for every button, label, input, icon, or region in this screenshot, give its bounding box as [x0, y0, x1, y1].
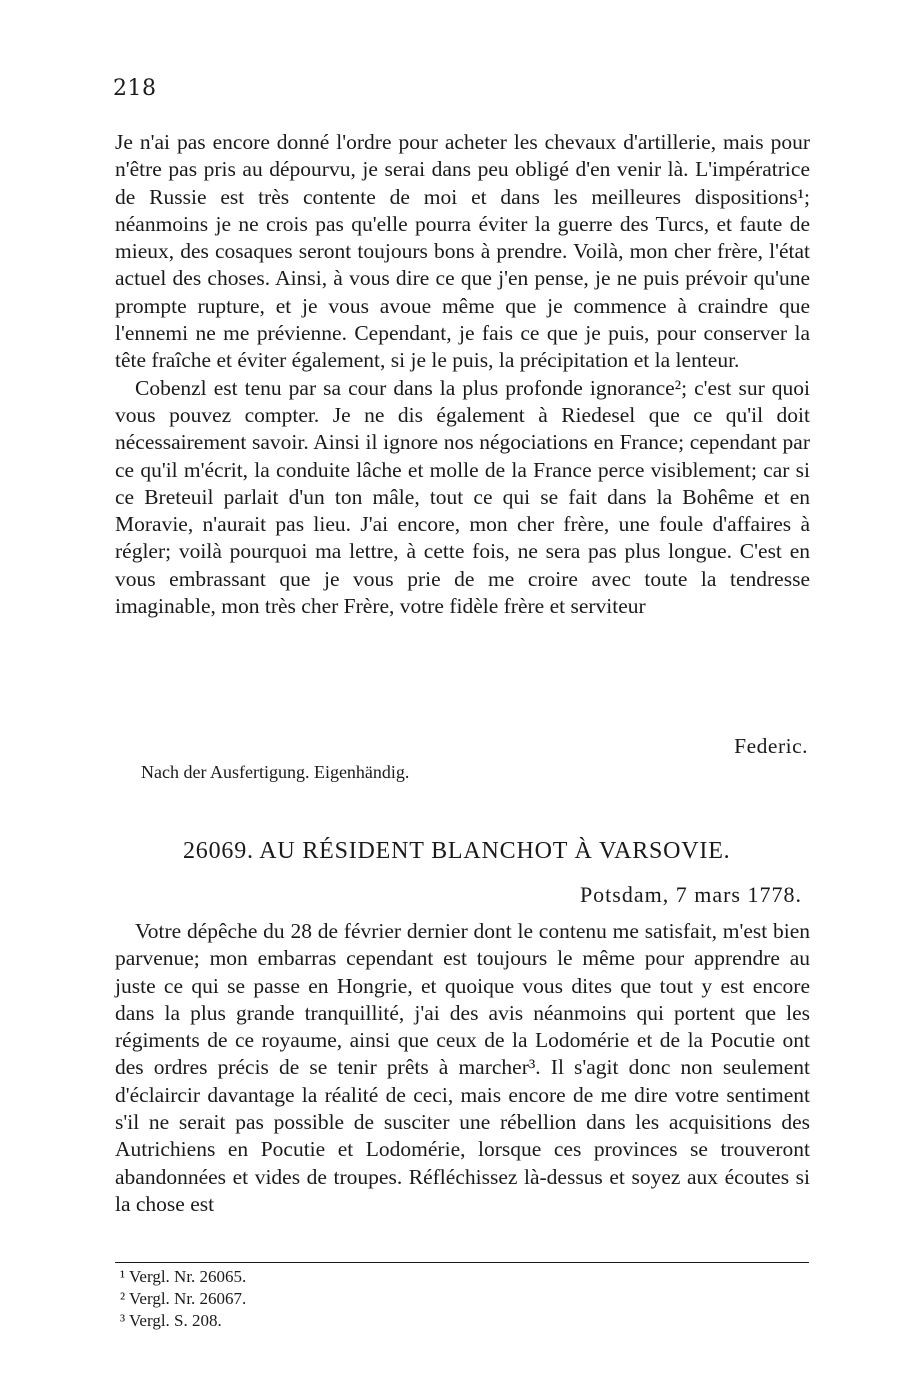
document-paragraph-1: Votre dépêche du 28 de février dernier dont le contenu me satisfait, m'est bien parvenue; mon embarras cependant est toujours le même pour apprendre au juste ce qui se passe en Hongrie, et quoique vous dites que tout y est encore dans la plus grande tranquillité, j'ai des avis néanmoins qui portent que les régiments de ce royaume, ainsi que ceux de la Lodomérie et de la Pocutie ont des ordres précis de se tenir prêts à marcher³. Il s'agit donc non seulement d'éclaircir davantage la réalité de ceci, mais encore de me dire votre sentiment s'il ne serait pas possible de susciter une rébellion dans les acquisitions des Autrichiens en Pocutie et Lodomérie, lorsque ces provinces se trouveront abandonnées et vides de troupes. Réfléchissez là-dessus et soyez aux écoutes si la chose est — [115, 919, 810, 1216]
footnotes — [120, 1266, 246, 1332]
letter-paragraph-2: Cobenzl est tenu par sa cour dans la plus profonde ignorance²; c'est sur quoi vous pouvez compter. Je ne dis également à Riedesel que ce qu'il doit nécessairement savoir. Ainsi il ignore nos négociations en France; cependant par ce qu'il m'écrit, la conduite lâche et molle de la France perce visiblement; car si ce Breteuil parlait d'un ton mâle, tout ce qui se fait dans la Bohême et en Moravie, n'aurait pas lieu. J'ai encore, mon cher frère, une foule d'affaires à régler; voilà pourquoi ma lettre, à cette fois, ne sera pas plus longue. C'est en vous embrassant que je vous prie de me croire avec toute la tendresse imaginable, mon très cher Frère, votre fidèle frère et serviteur — [115, 375, 810, 619]
letter-body — [115, 129, 810, 620]
letter-paragraph-1: Je n'ai pas encore donné l'ordre pour acheter les chevaux d'artillerie, mais pour n'être pas pris au dépourvu, je serai dans peu obligé d'en venir là. L'impératrice de Russie est très contente de moi et dans les meilleures dispositions¹; néanmoins je ne crois pas qu'elle pourra éviter la guerre des Turcs, et faute de mieux, des cosaques seront toujours bons à prendre. Voilà, mon cher frère, l'état actuel des choses. Ainsi, à vous dire ce que j'en pense, je ne puis prévoir qu'une prompte rupture, et je vous avoue même que je commence à craindre que l'ennemi ne me prévienne. Cependant, je fais ce que je puis, pour conserver la tête fraîche et éviter également, si je le puis, la précipitation et la lenteur. — [115, 130, 810, 373]
footnote-2: ² Vergl. Nr. 26067. — [120, 1289, 247, 1308]
footnote-1: ¹ Vergl. Nr. 26065. — [120, 1267, 247, 1286]
page-number: 218 — [113, 76, 157, 101]
source-note: Nach der Ausfertigung. Eigenhändig. — [141, 762, 410, 782]
document-body — [115, 918, 810, 1218]
footnote-3: ³ Vergl. S. 208. — [120, 1311, 222, 1330]
document-heading: 26069. AU RÉSIDENT BLANCHOT À VARSOVIE. — [183, 838, 731, 864]
signature: Federic. — [734, 734, 808, 758]
document-dateline: Potsdam, 7 mars 1778. — [579, 882, 802, 907]
footnote-divider — [115, 1262, 809, 1263]
